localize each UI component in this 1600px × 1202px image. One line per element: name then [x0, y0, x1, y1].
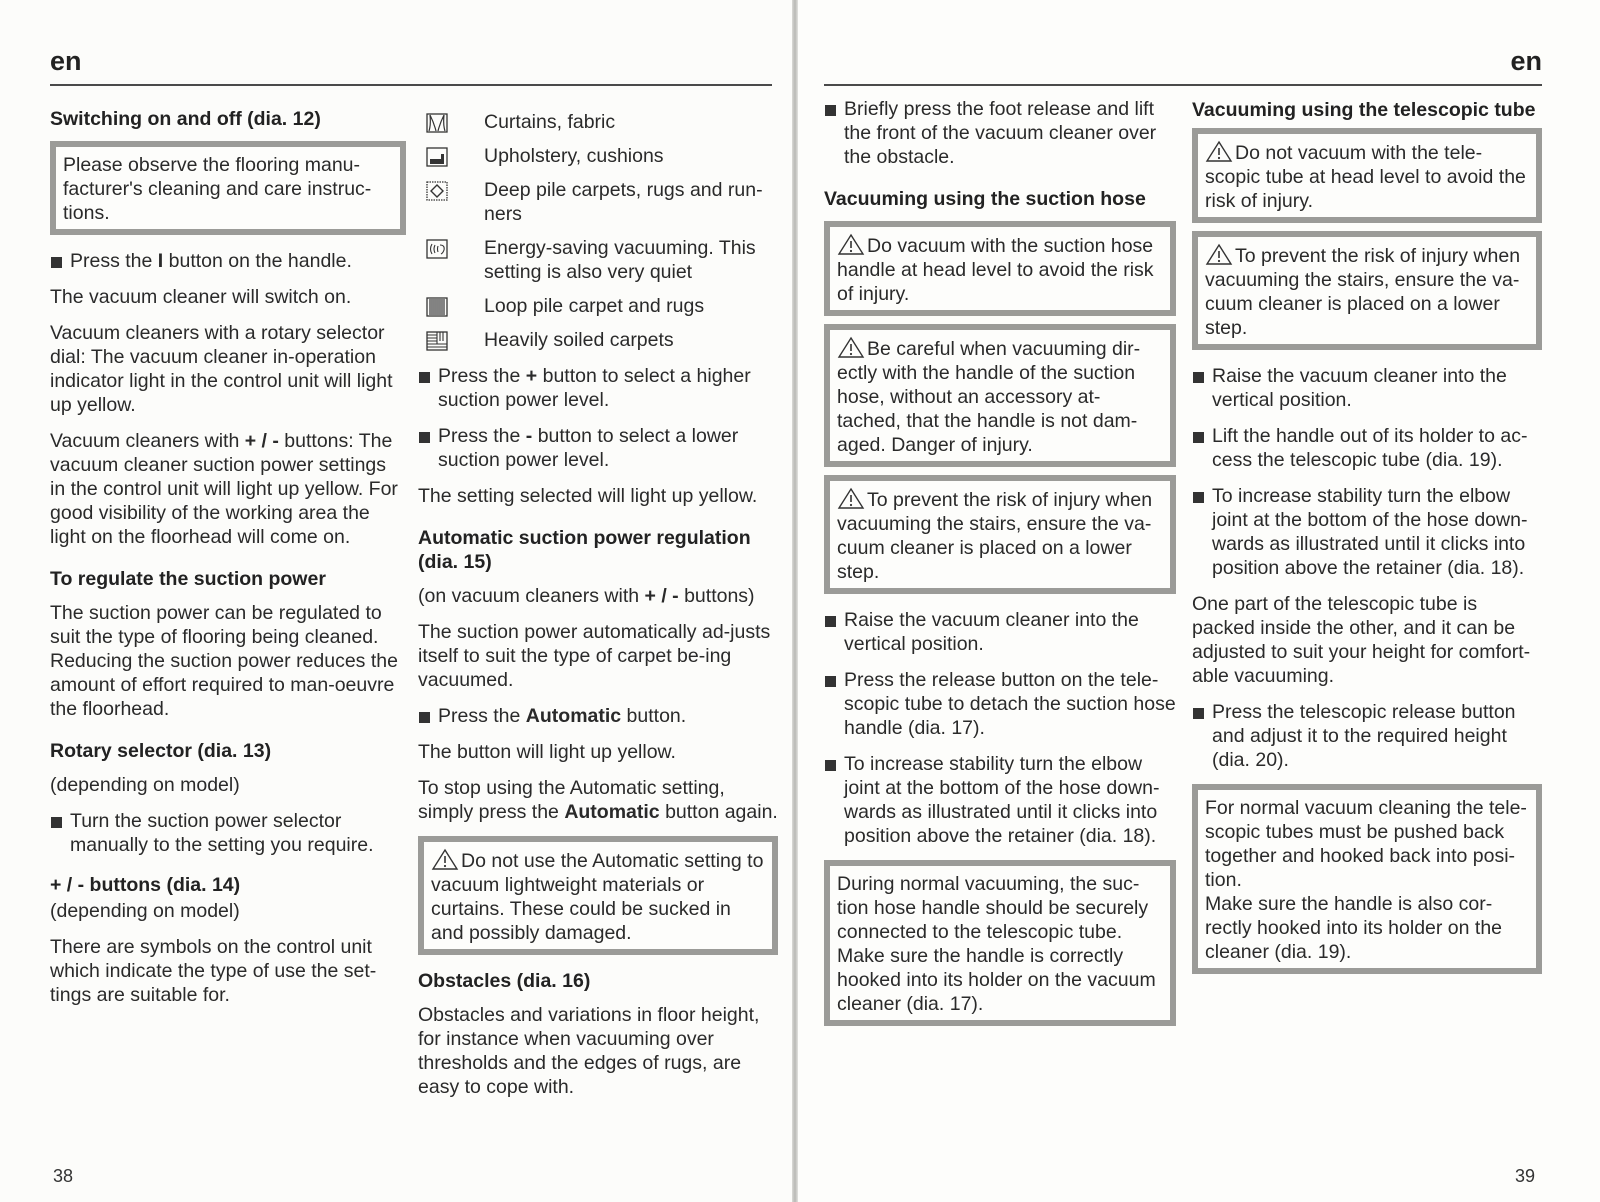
symbol-row: [426, 178, 778, 226]
bullet-turn-selector: Turn the suction power selector manually to the setting you require.: [50, 809, 406, 857]
subheading-note: (depending on model): [50, 900, 240, 922]
header-rule: [824, 84, 1542, 86]
warning-box-stairs: [824, 475, 1176, 594]
note-box-flooring: [50, 141, 406, 235]
paragraph: There are symbols on the control unit which indicate the type of use the set-tings are suitable for.: [50, 936, 377, 1006]
bullet-raise-vertical: Raise the vacuum cleaner into the vertical position.: [1192, 364, 1542, 412]
bold-text: + / -: [244, 430, 279, 452]
paragraph: The button will light up yellow.: [418, 741, 676, 763]
page-number: 38: [53, 1166, 74, 1186]
text: Press the: [438, 365, 526, 387]
text: buttons): [678, 585, 755, 607]
warning-icon: [1205, 140, 1233, 162]
note-text: Make sure the handle is also cor-rectly hooked into its holder on the cleaner (dia. 19).: [1205, 893, 1503, 963]
bullet-elbow-joint: To increase stability turn the elbow joint at the bottom of the hose down-wards as illustrated until it clicks into position above the retainer (dia. 18).: [824, 752, 1176, 848]
curtains-icon: [426, 113, 450, 133]
bullet-press-i: [50, 249, 406, 273]
page-number: 39: [1514, 1166, 1535, 1186]
text: button again.: [659, 801, 778, 823]
right-page-column-2: [1192, 98, 1542, 982]
text: Vacuum cleaners with: [50, 430, 245, 452]
text: button to select a higher suction power level.: [438, 365, 751, 411]
bullet-plus-button: [418, 364, 778, 412]
section-heading-telescopic-tube: Vacuuming using the telescopic tube: [1192, 99, 1536, 121]
bold-text: Automatic: [525, 705, 622, 727]
warning-box-handle-damage: [824, 324, 1176, 467]
symbol-label: Curtains, fabric: [484, 111, 616, 133]
language-code: en: [1510, 46, 1542, 76]
bold-text: I: [157, 250, 164, 272]
left-page: [0, 0, 792, 1202]
section-heading-rotary: Rotary selector (dia. 13): [50, 740, 272, 762]
right-page-column-1: [824, 97, 1176, 1034]
header-rule: [50, 84, 772, 86]
symbol-label: Deep pile carpets, rugs and run-ners: [484, 179, 763, 225]
warning-box-tube-head-level: [1192, 128, 1542, 223]
bullet-minus-button: [418, 424, 778, 472]
text: To stop using the Automatic setting, simply press the: [418, 777, 725, 823]
symbol-row: [426, 110, 778, 134]
paragraph: The suction power can be regulated to suit the type of flooring being cleaned. Reducing the suction power reduces the amount of effort required to man-oeuvre the floorhead.: [50, 602, 398, 720]
bullet-elbow-joint: To increase stability turn the elbow joint at the bottom of the hose down-wards as illustrated until it clicks into position above the retainer (dia. 18).: [1192, 484, 1542, 580]
text: button on the handle.: [163, 250, 352, 272]
bullet-telescopic-release: Press the telescopic release button and adjust it to the required height (dia. 20).: [1192, 700, 1542, 772]
text: button to select a lower suction power level.: [438, 425, 739, 471]
text: buttons: The vacuum cleaner suction power settings in the control unit will light up yellow. For good visibility of the working area the light on the floorhead will come on.: [50, 430, 398, 548]
symbol-label: Upholstery, cushions: [484, 145, 664, 167]
symbol-row: [426, 236, 778, 284]
section-heading-regulate: To regulate the suction power: [50, 568, 326, 590]
right-page: [798, 0, 1600, 1202]
note-text: Please observe the flooring manu-facturer's cleaning and care instruc-tions.: [63, 154, 372, 224]
paragraph: [50, 429, 406, 549]
symbol-row: [426, 328, 778, 352]
warning-icon: [837, 487, 865, 509]
note-box-normal-vacuuming: [824, 860, 1176, 1026]
warning-box-tube-stairs: [1192, 231, 1542, 350]
symbol-row: [426, 294, 778, 318]
paragraph: The suction power automatically ad-justs itself to suit the type of carpet be-ing vacuumed.: [418, 621, 771, 691]
bullet-raise-vertical: Raise the vacuum cleaner into the vertical position.: [824, 608, 1176, 656]
section-automatic: [418, 526, 778, 1099]
section-heading-suction-hose: Vacuuming using the suction hose: [824, 188, 1146, 210]
text: Press the: [438, 705, 526, 727]
paragraph: [418, 776, 778, 824]
warning-text: Do vacuum with the suction hose handle at head level to avoid the risk of injury.: [837, 235, 1154, 305]
deep-pile-carpet-icon: [426, 181, 450, 201]
bold-text: + / -: [644, 585, 679, 607]
bold-text: +: [525, 365, 538, 387]
warning-icon: [837, 336, 865, 358]
text: Press the: [70, 250, 158, 272]
symbol-list: [426, 110, 778, 352]
left-page-column-2: [418, 110, 778, 1111]
heavily-soiled-icon: [426, 331, 450, 351]
warning-text: Do not use the Automatic setting to vacuum lightweight materials or curtains. These could be sucked in and possibly damaged.: [431, 850, 764, 944]
bold-text: Automatic: [564, 801, 660, 823]
symbol-label: Loop pile carpet and rugs: [484, 295, 705, 317]
section-heading-plusminus: + / - buttons (dia. 14): [50, 874, 241, 896]
warning-text: Do not vacuum with the tele-scopic tube at head level to avoid the risk of injury.: [1205, 142, 1526, 212]
paragraph: Obstacles and variations in floor height, for instance when vacuuming over thresholds and the edges of rugs, are easy to cope with.: [418, 1004, 760, 1098]
section-heading-automatic: Automatic suction power regulation (dia. 15): [418, 527, 751, 573]
subheading-note: (depending on model): [50, 774, 240, 796]
bullet-foot-release: Briefly press the foot release and lift the front of the vacuum cleaner over the obstacle.: [824, 97, 1176, 169]
warning-box-head-level: [824, 221, 1176, 316]
paragraph: One part of the telescopic tube is packed inside the other, and it can be adjusted to suit your height for comfort-able vacuuming.: [1192, 593, 1531, 687]
symbol-label: Energy-saving vacuuming. This setting is also very quiet: [484, 237, 756, 283]
paragraph: The setting selected will light up yellow.: [418, 485, 758, 507]
subheading-note: [418, 584, 778, 608]
note-box-tube-normal: [1192, 784, 1542, 974]
warning-icon: [431, 848, 459, 870]
energy-saving-icon: [426, 239, 450, 259]
text: button.: [621, 705, 687, 727]
warning-text: Be careful when vacuuming dir-ectly with the handle of the suction hose, without an accessory at-tached, that the handle is not dam-aged. Danger of injury.: [837, 338, 1141, 456]
bullet-automatic-button: [418, 704, 778, 728]
warning-box-automatic: [418, 836, 778, 955]
section-heading-switching: Switching on and off (dia. 12): [50, 108, 321, 130]
language-code: en: [50, 46, 82, 76]
text: (on vacuum cleaners with: [418, 585, 645, 607]
warning-icon: [1205, 243, 1233, 265]
section-heading-obstacles: Obstacles (dia. 16): [418, 970, 591, 992]
paragraph: The vacuum cleaner will switch on.: [50, 286, 352, 308]
symbol-label: Heavily soiled carpets: [484, 329, 674, 351]
warning-icon: [837, 233, 865, 255]
note-text: For normal vacuum cleaning the tele-scopic tubes must be pushed back together and hooked back into posi-tion.: [1205, 797, 1527, 891]
paragraph: Vacuum cleaners with a rotary selector dial: The vacuum cleaner in-operation indicator light in the control unit will light up yellow.: [50, 322, 393, 416]
warning-text: To prevent the risk of injury when vacuuming the stairs, ensure the va-cuum cleaner is placed on a lower step.: [1205, 245, 1521, 339]
loop-pile-carpet-icon: [426, 297, 450, 317]
warning-text: To prevent the risk of injury when vacuuming the stairs, ensure the va-cuum cleaner is placed on a lower step.: [837, 489, 1153, 583]
bullet-lift-handle: Lift the handle out of its holder to ac-cess the telescopic tube (dia. 19).: [1192, 424, 1542, 472]
text: Press the: [438, 425, 526, 447]
left-page-column-1: [50, 107, 406, 1019]
note-text: During normal vacuuming, the suc-tion hose handle should be securely connected to the telescopic tube. Make sure the handle is correctly hooked into its holder on the vacuum cleaner (dia. 17).: [837, 873, 1156, 1015]
symbol-row: [426, 144, 778, 168]
bullet-release-button: Press the release button on the tele-scopic tube to detach the suction hose handle (dia. 17).: [824, 668, 1176, 740]
bold-text: -: [525, 425, 533, 447]
upholstery-icon: [426, 147, 450, 167]
